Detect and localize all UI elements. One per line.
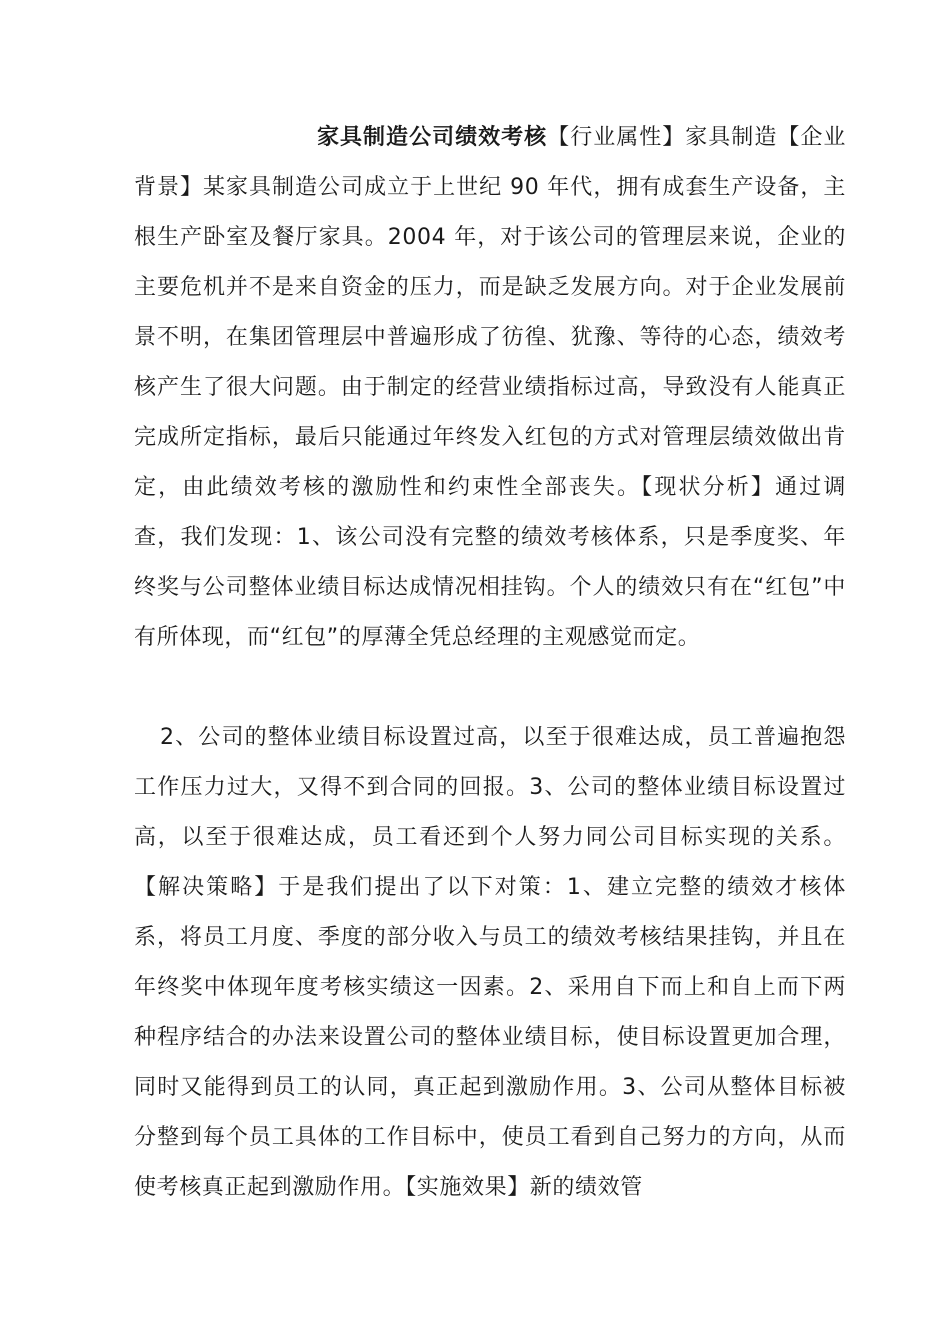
paragraph-1-text: 【行业属性】家具制造【企业背景】某家具制造公司成立于上世纪 90 年代，拥有成套生产设备，主根生产卧室及餐厅家具。2004 年，对于该公司的管理层来说，企业的主要危机并不是来自资金的压力，而是缺乏发展方向。对于企业发展前景不明，在集团管理层中普遍形成了彷徨、犹豫、等待的心态，绩效考核产生了很大问题。由于制定的经营业绩指标过高，导致没有人能真正完成所定指标，最后只能通过年终发入红包的方式对管理层绩效做出肯定，由此绩效考核的激励性和约束性全部丧失。【现状分析】通过调查，我们发现：1、该公司没有完整的绩效考核体系，只是季度奖、年终奖与公司整体业绩目标达成情况相挂钩。个人的绩效只有在“红包”中有所体现，而“红包”的厚薄全凭总经理的主观感觉而定。	[134, 125, 846, 650]
paragraph-2: 2、公司的整体业绩目标设置过高，以至于很难达成，员工普遍抱怨工作压力过大，又得不到合同的回报。3、公司的整体业绩目标设置过高，以至于很难达成，员工看还到个人努力同公司目标实现的关系。【解决策略】于是我们提出了以下对策：1、建立完整的绩效才核体系，将员工月度、季度的部分收入与员工的绩效考核结果挂钩，并且在年终奖中体现年度考核实绩这一因素。2、采用自下而上和自上而下两种程序结合的办法来设置公司的整体业绩目标，使目标设置更加合理，同时又能得到员工的认同，真正起到激励作用。3、公司从整体目标被分整到每个员工具体的工作目标中，使员工看到自己努力的方向，从而使考核真正起到激励作用。【实施效果】新的绩效管	[134, 725, 846, 1200]
document-title: 家具制造公司绩效考核	[317, 125, 548, 150]
paragraph-1	[134, 113, 846, 663]
